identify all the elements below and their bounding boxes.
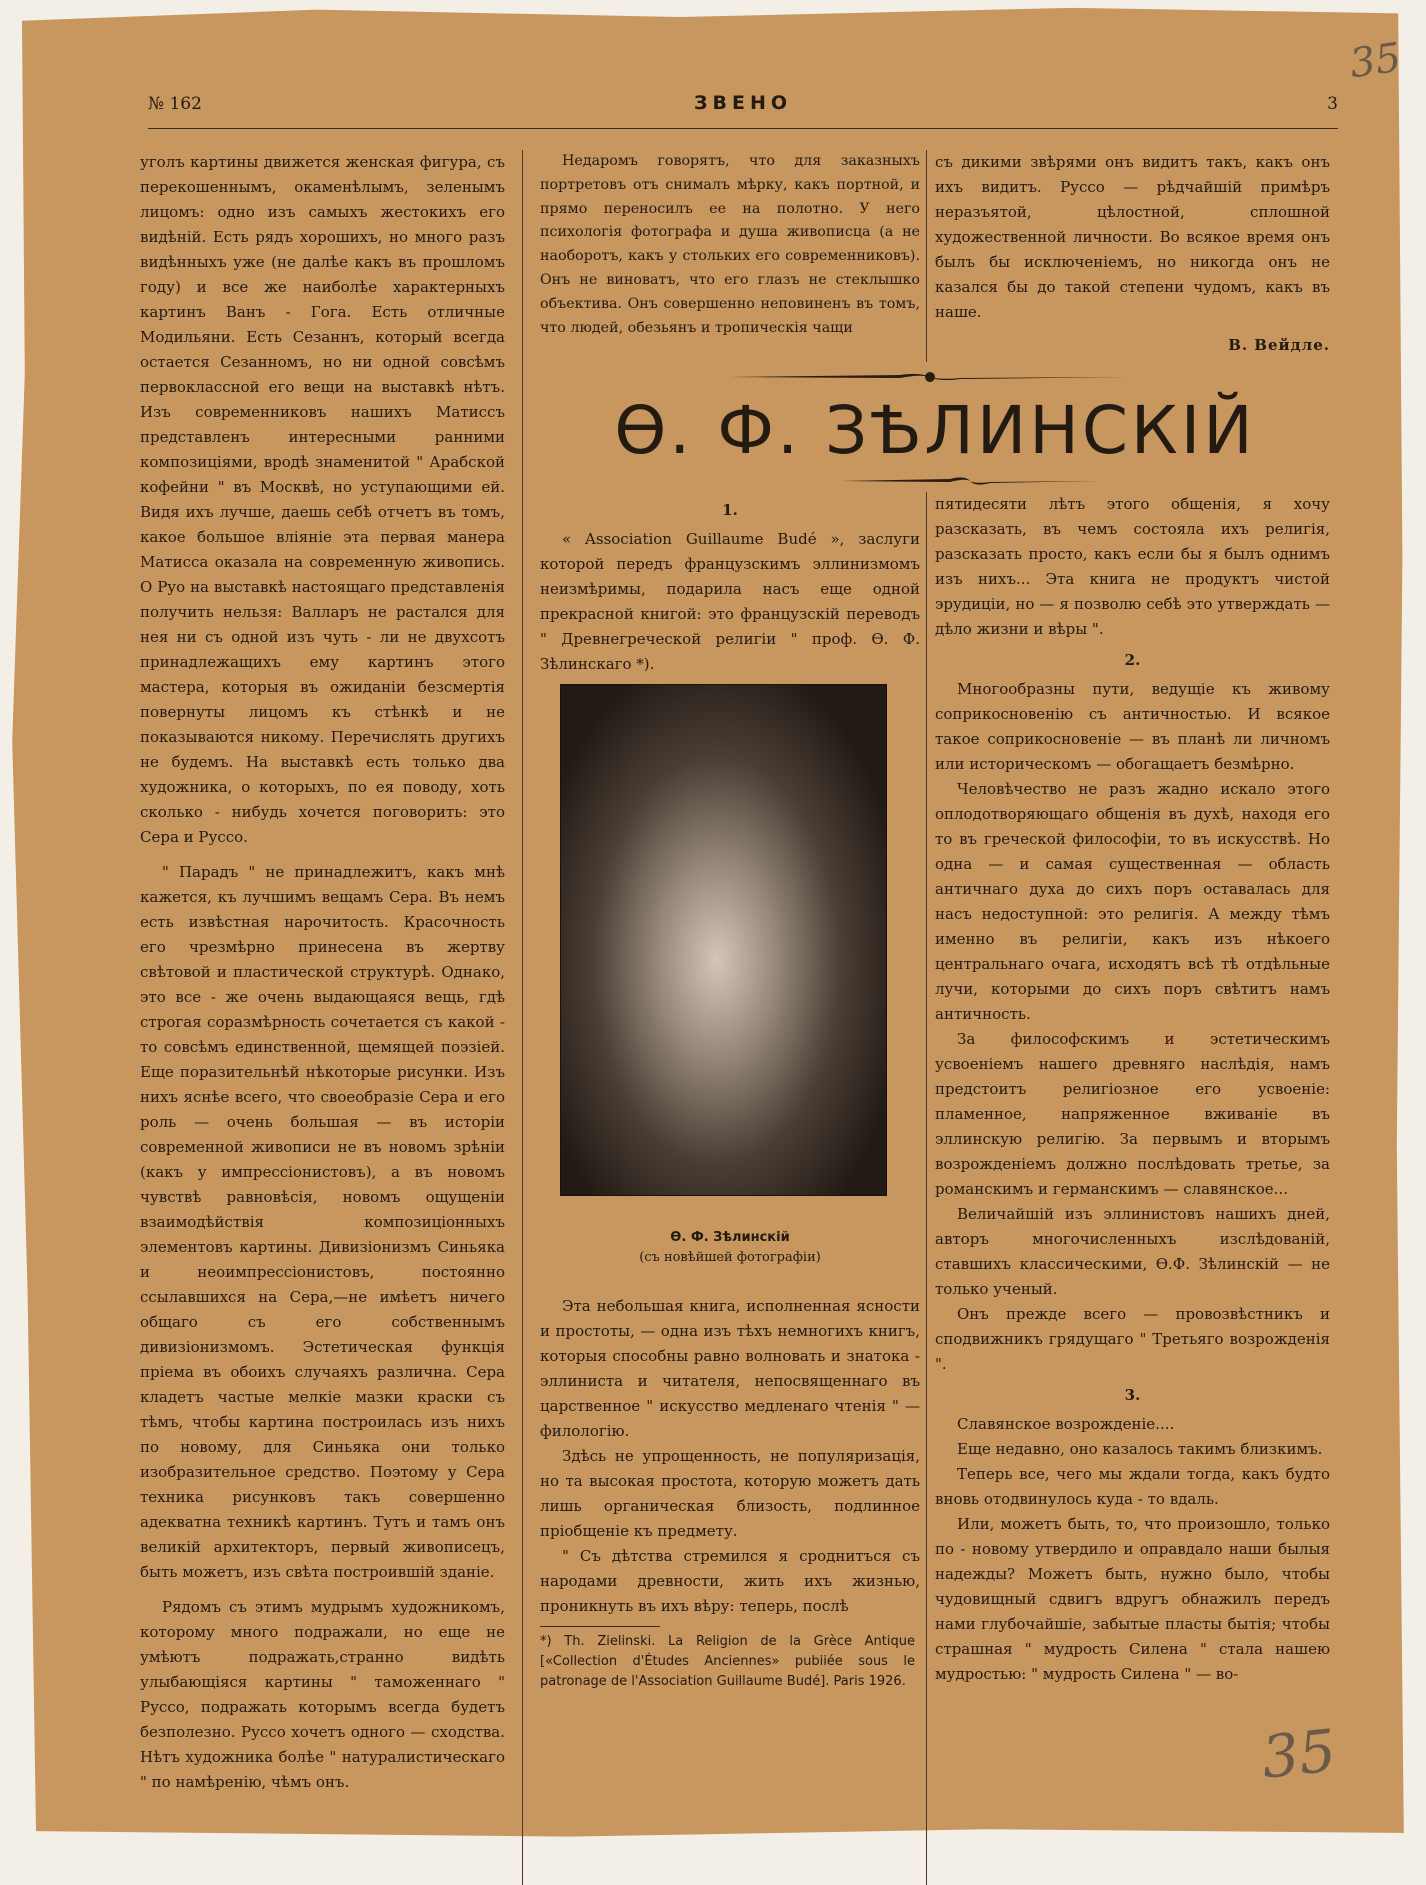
paragraph: Многообразны пути, ведущіе къ живому соприкосновенію съ античностью. И всякое такое соприкосновеніе — въ планѣ ли личномъ или историческомъ — обогащаетъ безмѣрно.	[935, 680, 1330, 773]
portrait-photo	[560, 684, 887, 1196]
column-rule	[522, 150, 523, 1885]
section-number: 1.	[722, 501, 738, 519]
paragraph: " Съ дѣтства стремился я сроднитъся съ народами древности, жить ихъ жизнью, проникнуть въ ихъ вѣру: теперь, послѣ	[540, 1547, 920, 1615]
caption-subtitle: (съ новѣйшей фотографіи)	[639, 1250, 821, 1265]
paragraph: Рядомъ съ этимъ мудрымъ художникомъ, которому много подражали, но еще не умѣютъ подражать,странно видѣть улыбающіяся картины " таможеннаго " Руссо, подражать которымъ всегда будетъ безполезно. Руссо хочетъ одного — сходства. Нѣтъ художника болѣе " натуралистическаго " по намѣренію, чѣмъ онъ.	[140, 1598, 505, 1791]
section-number: 3.	[1124, 1386, 1141, 1404]
paragraph: Величайшій изъ эллинистовъ нашихъ дней, авторъ многочисленныхъ изслѣдованій, ставшихъ классическими, Ѳ.Ф. Зѣлинскій — не только ученый.	[935, 1205, 1330, 1298]
paragraph: За философскимъ и эстетическимъ усвоеніемъ нашего древняго наслѣдія, намъ предстоитъ религіозное его усвоеніе: пламенное, напряженное вживаніе въ эллинскую религію. За первымъ и вторымъ возрожденіемъ должно послѣдовать третье, за романскимъ и германскимъ — славянское...	[935, 1030, 1330, 1198]
article-column-3-top	[935, 150, 1330, 358]
column-rule	[926, 150, 927, 362]
article-headline: Ѳ. Ф. ЗѢЛИНСКІЙ	[614, 392, 1256, 469]
paragraph: « Association Guillaume Budé », заслуги которой передъ французскимъ эллинизмомъ неизмѣримы, подарила насъ еще одной прекрасной книгой: это французскій переводъ " Древнегреческой религіи " проф. Ѳ. Ф. Зѣлинскаго *).	[540, 530, 920, 673]
photo-caption	[540, 1228, 920, 1268]
handwritten-page-number-top: 35	[1347, 34, 1404, 88]
footnote: *) Th. Zielinski. La Religion de la Grèce Antique [«Collection d'Études Anciennes» pubiiée sous le patronage de l'Association Guillaume Budé]. Paris 1926.	[540, 1634, 915, 1689]
headline-underline-ornament	[840, 474, 1100, 488]
column-rule	[926, 492, 927, 1885]
section-1	[540, 492, 920, 677]
paragraph: Эта небольшая книга, исполненная ясности и простоты, — одна изъ тѣхъ немногихъ книгъ, которыя способны равно волновать и знатока - эллиниста и читателя, непосвященнаго въ царственное " искусство медленаго чтенія " — филологію.	[540, 1297, 920, 1440]
paragraph: Недаромъ говорятъ, что для заказныхъ портретовъ отъ снималъ мѣрку, какъ портной, и прямо переносилъ ее на полотно. У него психологія фотографа и душа живописца (а не наоборотъ, какъ у стольких его современниковъ). Онъ не виноватъ, что его глазъ не стеклышко объектива. Онъ совершенно неповиненъ въ томъ, что людей, обезьянъ и тропическія чащи	[540, 153, 920, 336]
issue-number: № 162	[148, 94, 202, 114]
newspaper-title: ЗВЕНО	[693, 92, 792, 114]
ornament-divider	[730, 370, 1130, 384]
section-number: 2.	[1124, 651, 1141, 669]
footnote-rule	[540, 1626, 660, 1627]
paragraph: Еще недавно, оно казалось такимъ близкимъ.	[957, 1440, 1323, 1458]
paragraph: съ дикими звѣрями онъ видитъ такъ, какъ онъ ихъ видитъ. Руссо — рѣдчайшій примѣръ неразъятой, цѣлостной, сплошной художественной личности. Во всякое время онъ былъ бы исключеніемъ, но никогда онъ не казался бы до такой степени чудомъ, какъ въ наше.	[935, 153, 1330, 321]
paragraph: уголъ картины движется женская фигура, съ перекошеннымъ, окаменѣлымъ, зеленымъ лицомъ: одно изъ самыхъ жестокихъ его видѣній. Есть рядъ хорошихъ, но много разъ видѣнныхъ уже (не далѣе какъ въ прошломъ году) и все же наиболѣе характерныхъ картинъ Ванъ - Гога. Есть отличные Модильяни. Есть Сезаннъ, который всегда остается Сезанномъ, но ни одной совсѣмъ первоклассной его вещи на выставкѣ нѣтъ. Изъ современниковъ нашихъ Матиссъ представленъ интересными ранними композиціями, вродѣ знаменитой " Арабской кофейни " въ Москвѣ, но уступающими ей. Видя ихъ лучше, даешь себѣ отчетъ въ томъ, какое большое вліяніе эта первая манера Матисса оказала на современную живопись. О Руо на выставкѣ настоящаго представленія получить нельзя: Валларъ не растался для нея ни съ одной изъ чуть - ли не двухсотъ принадлежащихъ ему картинъ этого мастера, которыя въ ожиданіи безсмертія повернуты лицомъ къ стѣнкѣ и не показываются никому. Перечислять другихъ не будемъ. На выставкѣ есть только два художника, о которыхъ, по ея поводу, хоть сколько - нибудь хочется поговорить: это Сера и Руссо.	[140, 153, 505, 846]
author-signature: В. Вейдле.	[1228, 336, 1330, 354]
paragraph: Теперь все, чего мы ждали тогда, какъ будто вновь отодвинулось куда - то вдаль.	[935, 1465, 1330, 1508]
paragraph: Славянское возрожденіе....	[957, 1415, 1175, 1433]
paragraph: Здѣсь не упрощенность, не популяризація, но та высокая простота, которую можетъ дать лишь органическая близость, подлинное пріобщеніе къ предмету.	[540, 1447, 920, 1540]
paragraph: " Парадъ " не принадлежитъ, какъ мнѣ кажется, къ лучшимъ вещамъ Сера. Въ немъ есть извѣстная нарочитость. Красочность его чрезмѣрно принесена въ жертву свѣтовой и пластической структурѣ. Однако, это все - же очень выдающаяся вещь, гдѣ строгая соразмѣрность сочетается съ какой - то совсѣмъ единственной, щемящей поэзіей. Еще поразительнѣй нѣкоторые рисунки. Изъ нихъ яснѣе всего, что своеобразіе Сера и его роль — очень большая — въ исторіи современной живописи не въ новомъ зрѣніи (какъ у импрессіонистовъ), а въ новомъ чувствѣ равновѣсія, новомъ ощущеніи взаимодѣйствія композиціонныхъ элементовъ картины. Дивизіонизмъ Синьяка и неоимпрессіонистовъ, постоянно ссылавшихся на Сера,—не имѣетъ ничего общаго съ его собственнымъ дивизіонизмомъ. Эстетическая функція пріема въ обоихъ случаяхъ различна. Сера кладетъ частые мелкіе мазки краски съ тѣмъ, чтобы картина построилась изъ нихъ по новому, для Синьяка они только изобразительное средство. Поэтому у Сера техника рисунковъ такъ совершенно адекватна техникѣ картинъ. Тутъ и тамъ онъ великій архитекторъ, первый живописецъ, быть можетъ, изъ свѣта построившій зданіе.	[140, 863, 505, 1581]
page-number: 3	[1327, 94, 1338, 114]
handwritten-page-number-bottom: 35	[1258, 1716, 1340, 1792]
article-column-3-body	[935, 492, 1330, 1687]
article-column-1	[140, 150, 505, 1795]
paragraph: пятидесяти лѣтъ этого общенія, я хочу разсказать, въ чемъ состояла ихъ религія, разсказать просто, какъ если бы я былъ однимъ изъ нихъ... Эта книга не продуктъ чистой эрудиціи, но — я позволю себѣ это утверждать — дѣло жизни и вѣры ".	[935, 495, 1330, 638]
paragraph: Человѣчество не разъ жадно искало этого оплодотворяющаго общенія въ духѣ, находя его то въ греческой философіи, то въ искусствѣ. Но одна — и самая существенная — область античнаго духа до сихъ поръ оставалась для насъ недоступной: это религія. А между тѣмъ именно въ религіи, какъ изъ нѣкоего центральнаго очага, исходятъ всѣ тѣ отдѣльные лучи, которыми до сихъ поръ свѣтитъ намъ античность.	[935, 780, 1330, 1023]
caption-name: Ѳ. Ф. Зѣлинскій	[670, 1230, 790, 1245]
paragraph: Онъ прежде всего — провозвѣстникъ и сподвижникъ грядущаго " Третьяго возрожденія ".	[935, 1305, 1330, 1373]
article-column-2-bottom	[540, 1294, 920, 1619]
article-column-2-top	[540, 150, 920, 340]
paragraph: Или, можетъ быть, то, что произошло, только по - новому утвердило и оправдало наши былыя надежды? Можетъ быть, нужно было, чтобы чудовищный сдвигъ вдругъ обнажилъ передъ нами глубочайшіе, забытые пласты бытія; чтобы страшная " мудрость Силена " стала нашею мудростью: " мудрость Силена " — во-	[935, 1515, 1330, 1683]
masthead	[148, 88, 1338, 129]
